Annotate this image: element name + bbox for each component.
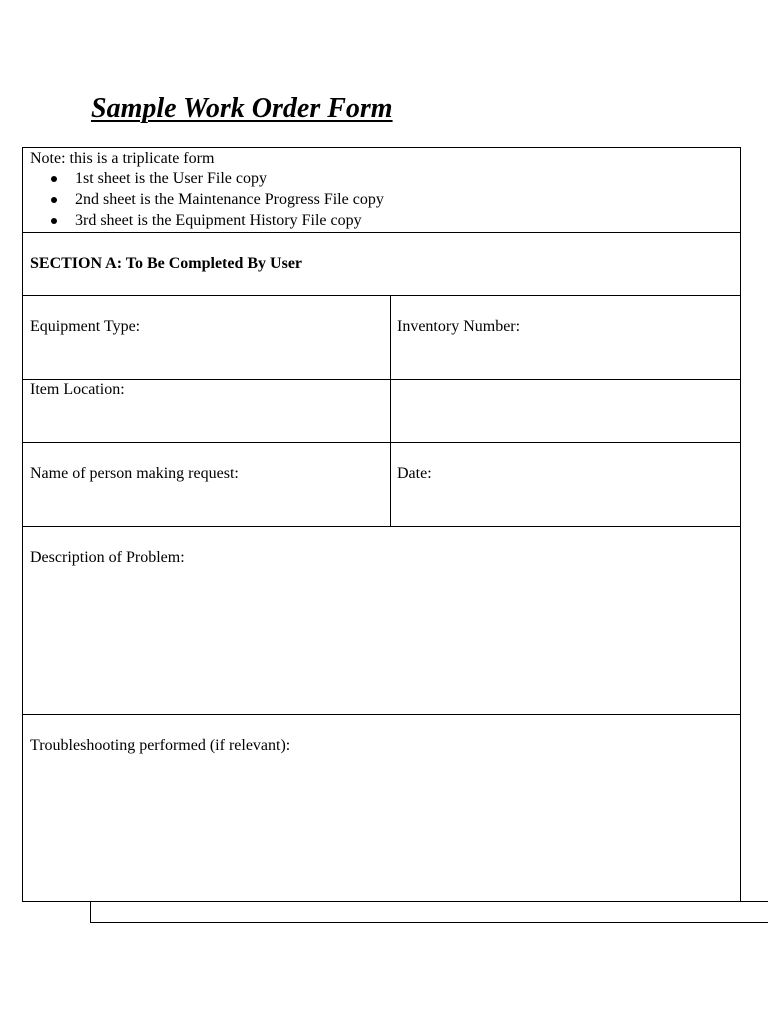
form-title: Sample Work Order Form — [91, 93, 393, 124]
note-list-item — [30, 189, 384, 210]
work-order-form — [22, 147, 741, 902]
bullet-icon — [51, 197, 57, 203]
row-divider — [23, 295, 740, 296]
row-divider — [23, 232, 740, 233]
equipment-type-label: Equipment Type: — [30, 318, 141, 335]
requester-name-label: Name of person making request: — [30, 465, 239, 482]
date-label: Date: — [397, 465, 432, 482]
note-item-text: 3rd sheet is the Equipment History File copy — [75, 212, 362, 229]
bullet-icon — [51, 218, 57, 224]
row-divider — [23, 379, 740, 380]
problem-description-label: Description of Problem: — [30, 549, 185, 566]
note-item-text: 1st sheet is the User File copy — [75, 170, 267, 187]
row-divider — [23, 526, 740, 527]
item-location-label: Item Location: — [30, 381, 125, 398]
note-list-item — [30, 210, 384, 231]
note-item-text: 2nd sheet is the Maintenance Progress File copy — [75, 191, 384, 208]
inventory-number-label: Inventory Number: — [397, 318, 521, 335]
column-divider — [390, 295, 391, 526]
troubleshooting-label: Troubleshooting performed (if relevant): — [30, 737, 291, 754]
note-heading: Note: this is a triplicate form — [30, 150, 215, 167]
footer-box — [90, 901, 768, 923]
row-divider — [23, 714, 740, 715]
section-a-heading: SECTION A: To Be Completed By User — [30, 255, 303, 272]
note-list-item — [30, 168, 384, 189]
note-list — [30, 168, 384, 231]
bullet-icon — [51, 176, 57, 182]
row-divider — [23, 442, 740, 443]
